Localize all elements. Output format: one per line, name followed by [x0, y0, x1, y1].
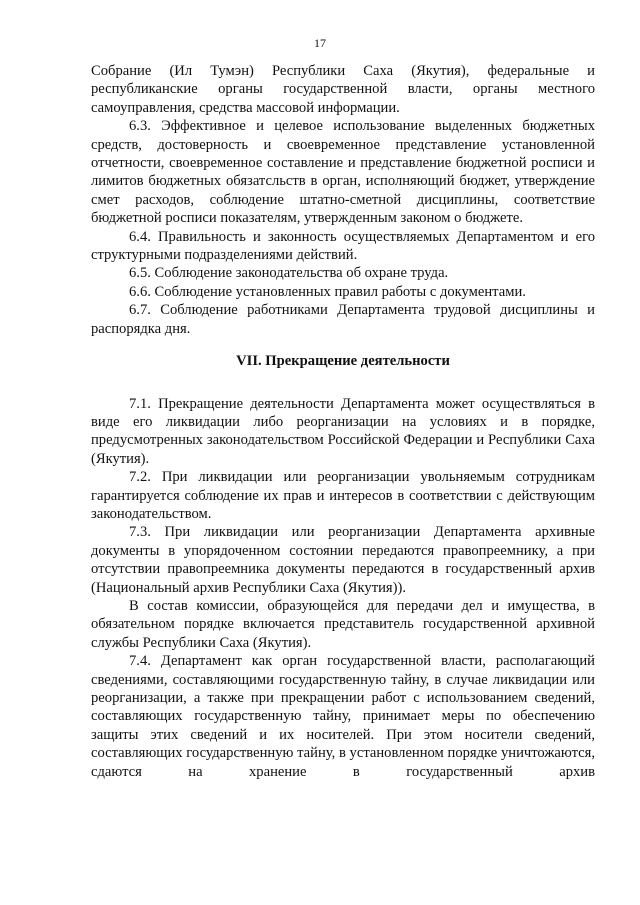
paragraph-7-2: 7.2. При ликвидации или реорганизации увольняемым сотрудникам гарантируется соблюдение их прав и интересов в соответствии с действующим законодательством.	[91, 469, 595, 522]
paragraph-6-7: 6.7. Соблюдение работниками Департамента трудовой дисциплины и распорядка дня.	[91, 302, 595, 337]
paragraph-commission: В состав комиссии, образующейся для передачи дел и имущества, в обязательном порядке включается представитель государственной архивной службы Республики Саха (Якутия).	[91, 597, 595, 651]
paragraph-7-1: 7.1. Прекращение деятельности Департамента может осуществляться в виде его ликвидации либо реорганизации на условиях и в порядке, предусмотренных законодательством Российской Федерации и Республики Саха (Якутия).	[91, 395, 595, 467]
paragraph-6-3: 6.3. Эффективное и целевое использование выделенных бюджетных средств, достоверность и своевременное представление установленной отчетности, своевременное составление и представление бюджетной росписи и лимитов бюджетных обязатсльств в орган, исполняющий бюджет, утверждение смет расходов, соблюдение штатно-сметной дисциплины, соответствие бюджетной росписи показателям, утвержденным законом о бюджете.	[91, 118, 595, 227]
page-number: 17	[314, 36, 326, 50]
paragraph-7-4: 7.4. Департамент как орган государственной власти, располагающий сведениями, составляющими государственную тайну, в случае ликвидации или реорганизации, а также при прекращении работ с использованием сведений, составляющих государственную тайну, принимает меры по обеспечению защиты этих сведений и их носителей. При этом носители сведений, составляющих государственную тайну, в установленном порядке уничтожаются, сдаются на хранение в государственный архив	[91, 653, 595, 780]
paragraph-continuation: Собрание (Ил Тумэн) Республики Саха (Якутия), федеральные и республиканские органы государственной власти, органы местного самоуправления, средства массовой информации.	[91, 63, 595, 116]
document-body	[91, 62, 595, 781]
paragraph-6-6: 6.6. Соблюдение установленных правил работы с документами.	[129, 283, 526, 300]
section-heading: VII. Прекращение деятельности	[236, 353, 450, 370]
paragraph-6-5: 6.5. Соблюдение законодательства об охране труда.	[129, 265, 449, 282]
paragraph-6-4: 6.4. Правильность и законность осуществляемых Департаментом и его структурными подразделениями действий.	[91, 228, 595, 264]
paragraph-7-3: 7.3. При ликвидации или реорганизации Департамента архивные документы в упорядоченном состоянии передаются правопреемнику, а при отсутствии правопреемника документы передаются в государственный архив (Национальный архив Республики Саха (Якутия)).	[91, 524, 595, 596]
